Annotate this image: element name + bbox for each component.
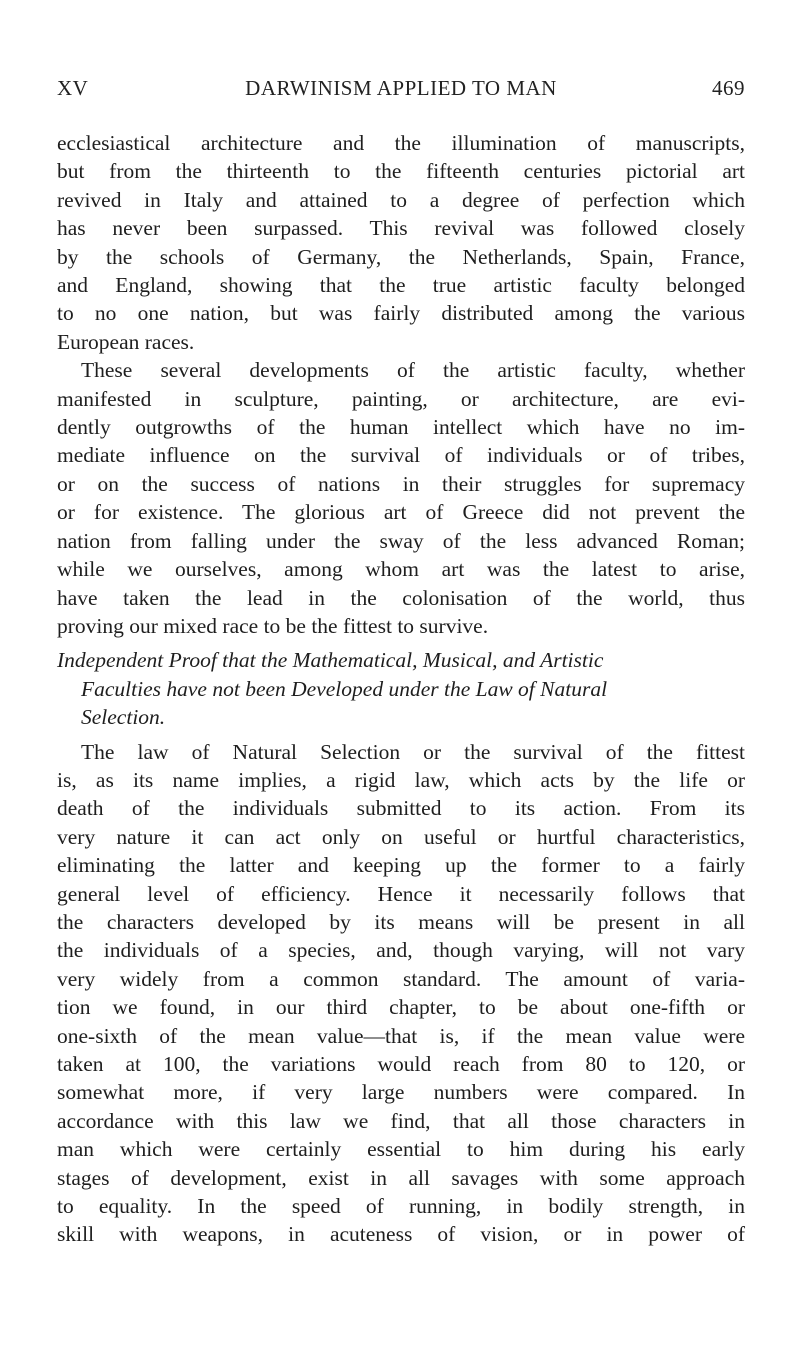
text-line: These several developments of the artistic faculty, whether <box>81 358 745 383</box>
text-line: while we ourselves, among whom art was the latest to arise, <box>57 557 745 582</box>
text-line: eliminating the latter and keeping up the former to a fairly <box>57 853 745 878</box>
heading-line: Independent Proof that the Mathematical, Musical, and Artistic <box>57 648 604 673</box>
running-title: DARWINISM APPLIED TO MAN <box>245 76 557 100</box>
text-line: nation from falling under the sway of the less advanced Roman; <box>57 528 745 553</box>
body-text <box>57 129 745 1249</box>
running-head <box>57 76 745 106</box>
paragraph-2 <box>57 356 745 640</box>
text-line: but from the thirteenth to the fifteenth centuries pictorial art <box>57 159 745 184</box>
text-line: The law of Natural Selection or the survival of the fittest <box>81 739 745 764</box>
text-line: to no one nation, but was fairly distributed among the various <box>57 301 745 326</box>
text-line: is, as its name implies, a rigid law, which acts by the life or <box>57 767 745 792</box>
text-line: to equality. In the speed of running, in bodily strength, in <box>57 1194 745 1219</box>
text-line: very widely from a common standard. The amount of varia- <box>57 966 745 991</box>
page-number: 469 <box>712 76 745 100</box>
text-line: man which were certainly essential to him during his early <box>57 1137 745 1162</box>
text-line: dently outgrowths of the human intellect which have no im- <box>57 415 745 440</box>
text-line: the individuals of a species, and, though varying, will not vary <box>57 938 745 963</box>
text-line: or for existence. The glorious art of Greece did not prevent the <box>57 500 745 525</box>
text-line: very nature it can act only on useful or hurtful characteristics, <box>57 824 745 849</box>
section-heading <box>57 646 745 731</box>
text-line: ecclesiastical architecture and the illumination of manuscripts, <box>57 131 745 155</box>
text-line: one-sixth of the mean value—that is, if the mean value were <box>57 1023 745 1048</box>
text-line: manifested in sculpture, painting, or architecture, are evi- <box>57 386 745 411</box>
heading-line: Selection. <box>81 705 166 730</box>
text-line: has never been surpassed. This revival was followed closely <box>57 216 745 241</box>
text-line: somewhat more, if very large numbers were compared. In <box>57 1080 745 1105</box>
text-line: proving our mixed race to be the fittest to survive. <box>57 613 489 638</box>
text-line: stages of development, exist in all savages with some approach <box>57 1165 745 1190</box>
chapter-number: XV <box>57 76 89 100</box>
paragraph-1 <box>57 129 745 356</box>
text-line: by the schools of Germany, the Netherlands, Spain, France, <box>57 244 745 269</box>
text-line: accordance with this law we find, that all those characters in <box>57 1108 745 1133</box>
text-line: death of the individuals submitted to its action. From its <box>57 796 745 821</box>
text-line: tion we found, in our third chapter, to be about one-fifth or <box>57 995 745 1020</box>
text-line: have taken the lead in the colonisation of the world, thus <box>57 585 745 610</box>
text-line: the characters developed by its means will be present in all <box>57 909 745 934</box>
text-line: and England, showing that the true artistic faculty belonged <box>57 273 745 298</box>
text-line: general level of efficiency. Hence it necessarily follows that <box>57 881 745 906</box>
paragraph-3 <box>57 738 745 1249</box>
text-line: European races. <box>57 329 195 354</box>
text-line: taken at 100, the variations would reach from 80 to 120, or <box>57 1052 745 1076</box>
text-line: mediate influence on the survival of individuals or of tribes, <box>57 443 745 468</box>
text-line: or on the success of nations in their struggles for supremacy <box>57 471 745 496</box>
heading-line: Faculties have not been Developed under the Law of Natural <box>81 676 608 701</box>
text-line: revived in Italy and attained to a degree of perfection which <box>57 187 745 212</box>
text-line: skill with weapons, in acuteness of vision, or in power of <box>57 1222 745 1247</box>
